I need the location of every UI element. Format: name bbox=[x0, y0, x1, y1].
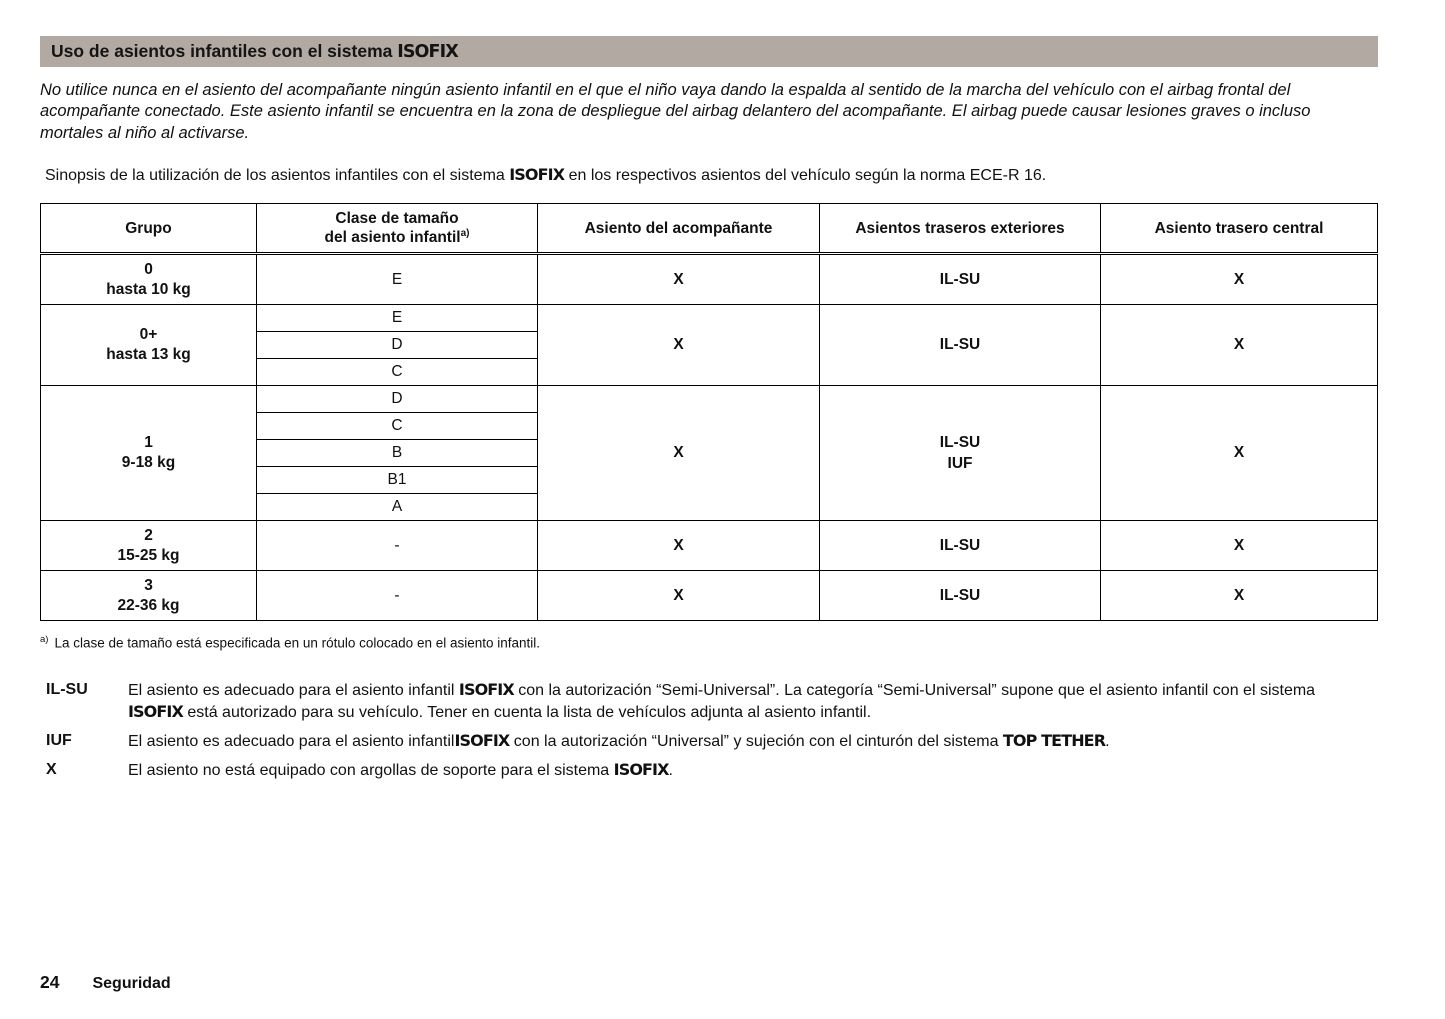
rear-center-cell: X bbox=[1101, 521, 1378, 571]
isofix-logo-text: ISOFIX bbox=[128, 701, 183, 721]
top-tether-logo-text: TOP TETHER bbox=[1002, 731, 1106, 751]
col-header-clase bbox=[257, 204, 538, 254]
size-class-cell: D bbox=[257, 332, 538, 359]
table-row-group-3 bbox=[41, 571, 1378, 621]
intro-text-pre: Sinopsis de la utilización de los asientos infantiles con el sistema bbox=[45, 167, 510, 185]
size-class-cell: E bbox=[257, 254, 538, 305]
page-number: 24 bbox=[40, 972, 60, 992]
group-cell bbox=[41, 305, 257, 386]
legend-def-x: El asiento no está equipado con argollas de soporte para el sistema ISOFIX. bbox=[128, 760, 673, 780]
col-header-clase-line1: Clase de tamaño bbox=[335, 209, 459, 227]
size-class-cell: A bbox=[257, 494, 538, 521]
group-name: 3 bbox=[144, 576, 153, 594]
legend-def-il-su: El asiento es adecuado para el asiento infantil ISOFIX con la autorización “Semi-Universal”. La categoría “Semi-Universal” supone que el asiento infantil con el sistema ISOFIX está autorizado para su vehículo. Tener en cuenta la lista de vehículos adjunta al asiento infantil. bbox=[128, 679, 1316, 721]
group-cell bbox=[41, 571, 257, 621]
rear-outer-cell: IL-SU bbox=[820, 521, 1101, 571]
intro-text-post: en los respectivos asientos del vehículo según la norma ECE-R 16. bbox=[564, 167, 1047, 185]
group-name: 1 bbox=[144, 434, 153, 452]
size-class-cell: B1 bbox=[257, 467, 538, 494]
warning-paragraph: No utilice nunca en el asiento del acompañante ningún asiento infantil en el que el niño vaya dando la espalda al sentido de la marcha del vehículo con el airbag frontal del acompañante conectado. Este asiento infantil se encuentra en la zona de despliegue del airbag delantero del acompañante. El airbag puede causar lesiones graves o incluso mortales al niño al activarse. bbox=[40, 81, 1311, 142]
legend-def-iuf: El asiento es adecuado para el asiento infantilISOFIX con la autorización “Universal” y sujeción con el cinturón del sistema TOP TETHER. bbox=[128, 731, 1110, 751]
col-header-clase-line2: del asiento infantil$^{a)}$ bbox=[324, 228, 470, 247]
isofix-seat-table bbox=[40, 203, 1378, 621]
footer-section-title: Seguridad bbox=[92, 975, 171, 992]
group-cell bbox=[41, 386, 257, 521]
col-header-front-seat: Asiento del acompañante bbox=[538, 204, 820, 254]
group-weight: 9-18 kg bbox=[121, 454, 176, 472]
group-cell bbox=[41, 254, 257, 305]
front-seat-cell: X bbox=[538, 305, 820, 386]
col-header-grupo: Grupo bbox=[41, 204, 257, 254]
isofix-logo-text: ISOFIX bbox=[458, 679, 514, 699]
rear-outer-value-2: IUF bbox=[947, 455, 973, 473]
front-seat-cell: X bbox=[538, 521, 820, 571]
isofix-logo-text: ISOFIX bbox=[454, 731, 510, 751]
front-seat-cell: X bbox=[538, 571, 820, 621]
size-class-cell: C bbox=[257, 413, 538, 440]
isofix-logo-text: ISOFIX bbox=[613, 760, 669, 780]
group-weight: hasta 13 kg bbox=[106, 346, 191, 364]
footnote-text: La clase de tamaño está especificada en un rótulo colocado en el asiento infantil. bbox=[54, 635, 541, 651]
size-class-cell: D bbox=[257, 386, 538, 413]
rear-outer-cell: IL-SU bbox=[820, 305, 1101, 386]
col-header-rear-center: Asiento trasero central bbox=[1101, 204, 1378, 254]
group-cell bbox=[41, 521, 257, 571]
size-class-cell: E bbox=[257, 305, 538, 332]
group-weight: hasta 10 kg bbox=[106, 280, 191, 298]
table-footnote bbox=[40, 634, 1378, 651]
section-title: Uso de asientos infantiles con el sistema bbox=[51, 41, 398, 61]
table-row-group-1 bbox=[41, 386, 1378, 413]
group-name: 0+ bbox=[139, 326, 158, 344]
footnote-marker: a) bbox=[460, 228, 470, 240]
rear-center-cell: X bbox=[1101, 305, 1378, 386]
rear-outer-cell: IL-SU bbox=[820, 254, 1101, 305]
table-row-group-0plus bbox=[41, 305, 1378, 332]
rear-outer-value-1: IL-SU bbox=[939, 433, 981, 451]
rear-center-cell: X bbox=[1101, 571, 1378, 621]
size-class-cell: - bbox=[257, 571, 538, 621]
group-name: 2 bbox=[144, 526, 153, 544]
isofix-logo-text: ISOFIX bbox=[397, 42, 458, 62]
page-footer bbox=[40, 972, 171, 993]
rear-outer-cell: IL-SU bbox=[820, 571, 1101, 621]
legend-term-iuf: IUF bbox=[46, 732, 72, 750]
rear-center-cell: X bbox=[1101, 386, 1378, 521]
table-row-group-0 bbox=[41, 254, 1378, 305]
size-class-cell: - bbox=[257, 521, 538, 571]
group-weight: 15-25 kg bbox=[117, 546, 180, 564]
rear-outer-cell bbox=[820, 386, 1101, 521]
section-title-bar bbox=[40, 36, 1378, 67]
legend bbox=[40, 679, 1366, 781]
table-row-group-2 bbox=[41, 521, 1378, 571]
group-name: 0 bbox=[144, 260, 153, 278]
size-class-cell: B bbox=[257, 440, 538, 467]
front-seat-cell: X bbox=[538, 386, 820, 521]
isofix-logo-text: ISOFIX bbox=[509, 165, 565, 185]
size-class-cell: C bbox=[257, 359, 538, 386]
footnote-marker: a) bbox=[40, 634, 49, 646]
col-header-rear-outer: Asientos traseros exteriores bbox=[820, 204, 1101, 254]
rear-center-cell: X bbox=[1101, 254, 1378, 305]
legend-term-il-su: IL-SU bbox=[46, 680, 88, 698]
table-header-row bbox=[41, 204, 1378, 254]
legend-term-x: X bbox=[46, 761, 57, 779]
group-weight: 22-36 kg bbox=[117, 596, 180, 614]
intro-paragraph bbox=[40, 165, 1378, 186]
front-seat-cell: X bbox=[538, 254, 820, 305]
